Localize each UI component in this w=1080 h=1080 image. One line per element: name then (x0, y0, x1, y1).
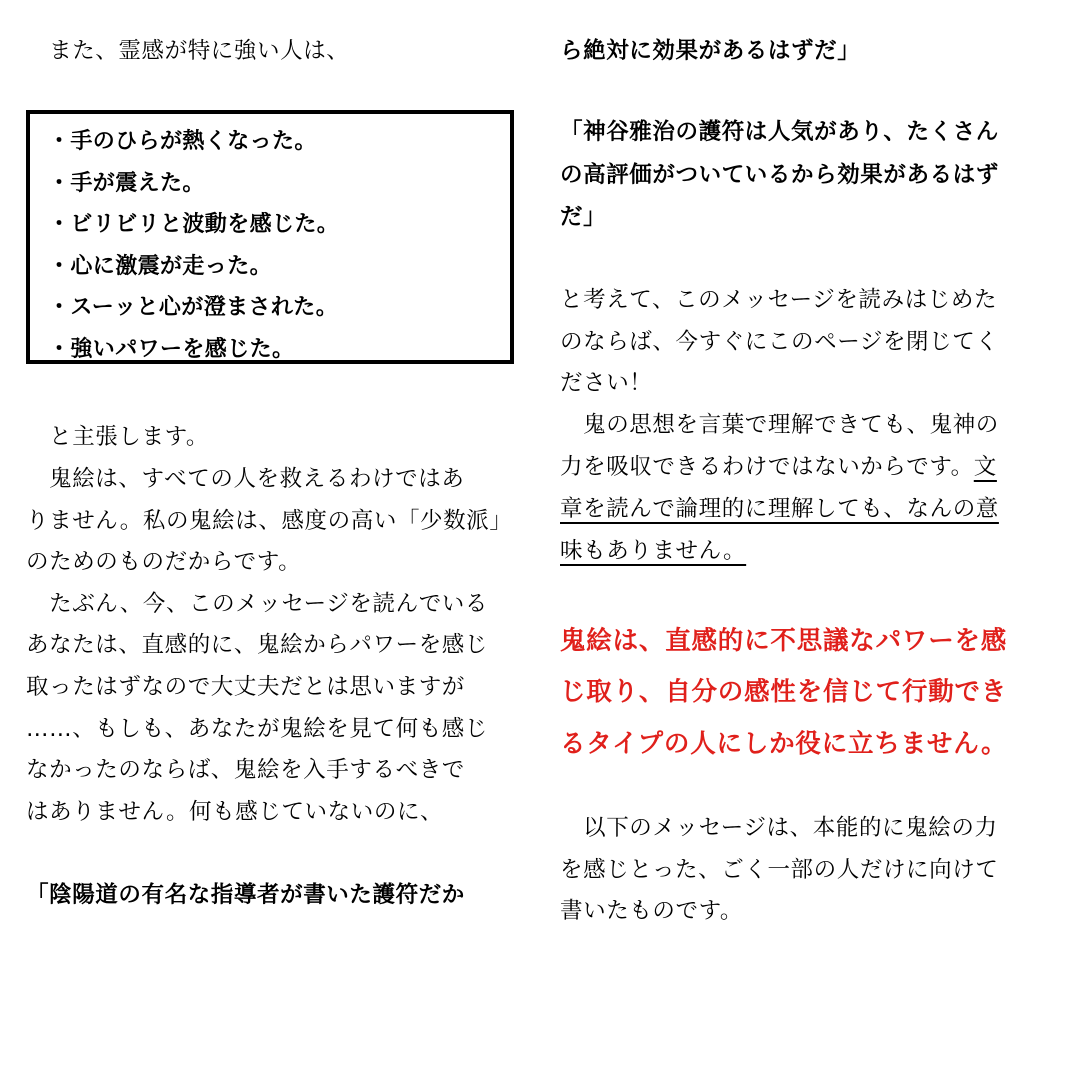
body-line: 取ったはずなので大丈夫だとは思いますが (26, 674, 465, 700)
body-line: 鬼の思想を言葉で理解できても、鬼神の (560, 412, 999, 438)
bullet-item: ・ビリビリと波動を感じた。 (48, 212, 340, 237)
quote-line: の高評価がついているから効果があるはず (560, 162, 999, 188)
body-line: ださい！ (560, 370, 653, 396)
body-line: のためのものだからです。 (26, 549, 302, 575)
quote-line: だ」 (560, 204, 607, 230)
body-line: たぶん、今、このメッセージを読んでいる (26, 591, 489, 617)
body-line: あなたは、直感的に、鬼絵からパワーを感じ (26, 632, 489, 658)
body-line: と考えて、このメッセージを読みはじめた (560, 287, 998, 313)
red-emphasis-line: るタイプの人にしか役に立ちません。 (560, 729, 1008, 759)
bullet-item: ・心に激震が走った。 (48, 254, 273, 279)
symptom-box (26, 110, 514, 364)
bullet-item: ・スーッと心が澄まされた。 (48, 295, 339, 320)
body-line (560, 451, 997, 483)
body-line: を感じとった、ごく一部の人だけに向けて (560, 857, 999, 883)
body-line: ……、もしも、あなたが鬼絵を見て何も感じ (26, 716, 489, 742)
bullet-item: ・手のひらが熱くなった。 (48, 129, 317, 154)
body-line: と主張します。 (26, 424, 210, 450)
bullet-item: ・強いパワーを感じた。 (48, 337, 295, 362)
body-line: 鬼絵は、すべての人を救えるわけではあ (26, 466, 465, 492)
quote-line: 「神谷雅治の護符は人気があり、たくさん (560, 119, 999, 145)
underlined-text: 文 (973, 454, 997, 480)
body-line: なかったのならば、鬼絵を入手するべきで (26, 757, 465, 783)
quote-line: 「陰陽道の有名な指導者が書いた護符だか (26, 882, 465, 908)
body-line: のならば、今すぐにこのページを閉じてく (560, 329, 999, 355)
quote-line: ら絶対に効果があるはずだ」 (560, 38, 861, 64)
body-line: 書いたものです。 (560, 898, 744, 924)
body-line: 以下のメッセージは、本能的に鬼絵の力 (560, 815, 998, 841)
plain-text: 力を吸収できるわけではないからです。 (560, 454, 974, 480)
underlined-line: 味もありません。 (560, 538, 747, 564)
red-emphasis-line: じ取り、自分の感性を信じて行動でき (560, 677, 1008, 707)
bullet-item: ・手が震えた。 (48, 171, 205, 196)
intro-text: また、霊感が特に強い人は、 (26, 38, 350, 64)
body-line: はありません。何も感じていないのに、 (26, 799, 444, 825)
underlined-line: 章を読んで論理的に理解しても、なんの意 (560, 496, 999, 522)
red-emphasis-line: 鬼絵は、直感的に不思議なパワーを感 (560, 626, 1008, 656)
body-line: りません。私の鬼絵は、感度の高い「少数派」 (26, 508, 513, 534)
